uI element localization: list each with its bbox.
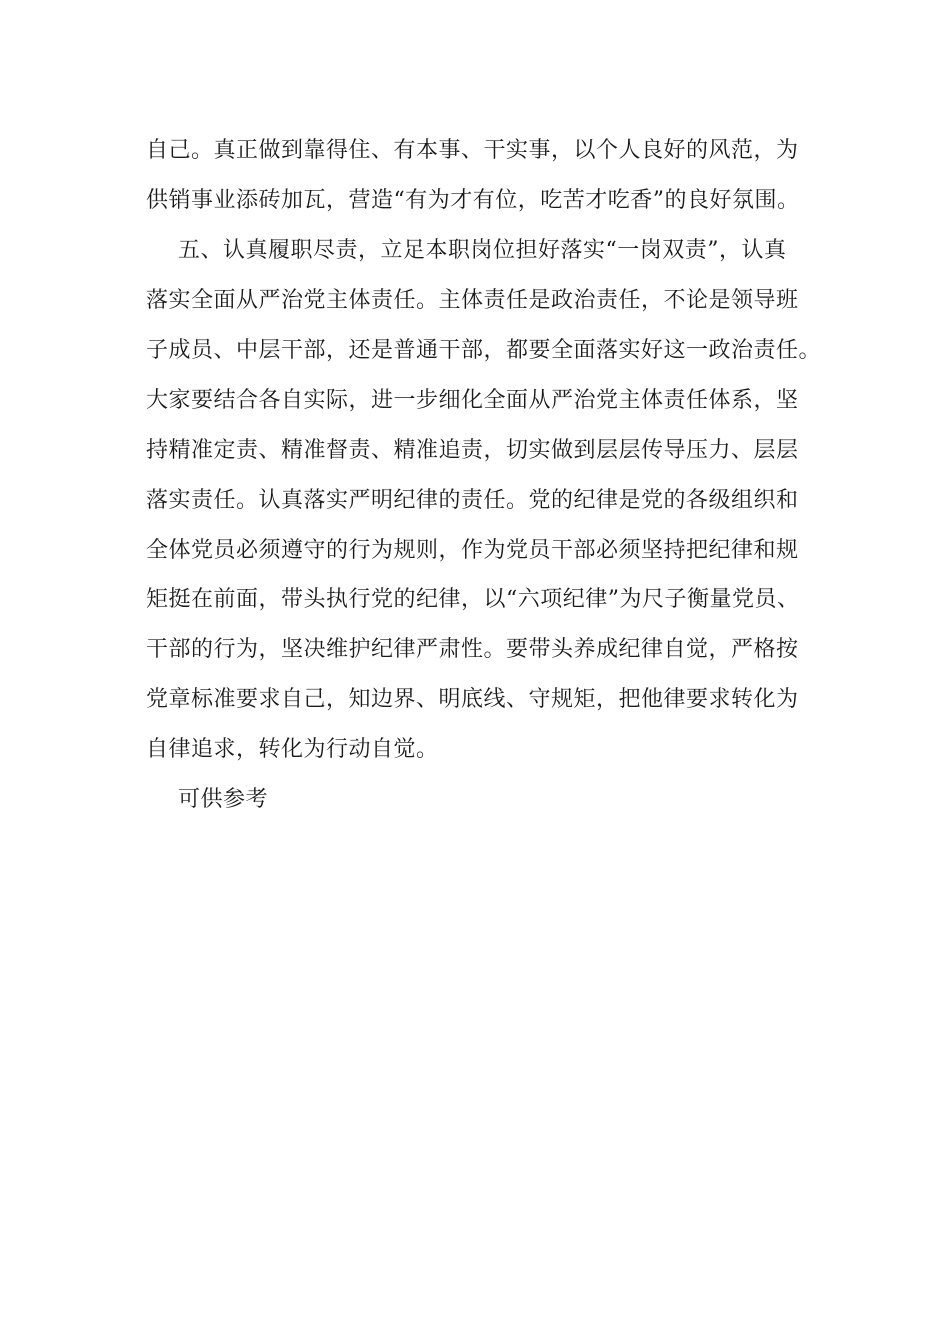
paragraph-line: 子成员、中层干部，还是普通干部，都要全面落实好这一政治责任。 bbox=[146, 338, 822, 363]
paragraph-line: 矩挺在前面，带头执行党的纪律，以“六项纪律”为尺子衡量党员、 bbox=[146, 587, 800, 612]
paragraph-line: 党章标准要求自己，知边界、明底线、守规矩，把他律要求转化为 bbox=[146, 687, 799, 712]
paragraph-line: 全体党员必须遵守的行为规则，作为党员干部必须坚持把纪律和规 bbox=[146, 538, 799, 563]
paragraph-line: 持精准定责、精准督责、精准追责，切实做到层层传导压力、层层 bbox=[146, 438, 799, 463]
paragraph-line: 干部的行为，坚决维护纪律严肃性。要带头养成纪律自觉，严格按 bbox=[146, 637, 799, 662]
paragraph-line: 自己。真正做到靠得住、有本事、干实事，以个人良好的风范，为 bbox=[146, 138, 799, 163]
paragraph-line: 五、认真履职尽责，立足本职岗位担好落实“一岗双责”，认真 bbox=[178, 238, 787, 263]
paragraph-line: 自律追求，转化为行动自觉。 bbox=[146, 737, 439, 762]
paragraph-line: 落实责任。认真落实严明纪律的责任。党的纪律是党的各级组织和 bbox=[146, 488, 799, 513]
closing-note: 可供参考 bbox=[178, 787, 269, 812]
paragraph-line: 供销事业添砖加瓦，营造“有为才有位，吃苦才吃香”的良好氛围。 bbox=[146, 188, 800, 213]
paragraph-line: 落实全面从严治党主体责任。主体责任是政治责任，不论是领导班 bbox=[146, 288, 799, 313]
paragraph-line: 大家要结合各自实际，进一步细化全面从严治党主体责任体系，坚 bbox=[146, 388, 799, 413]
